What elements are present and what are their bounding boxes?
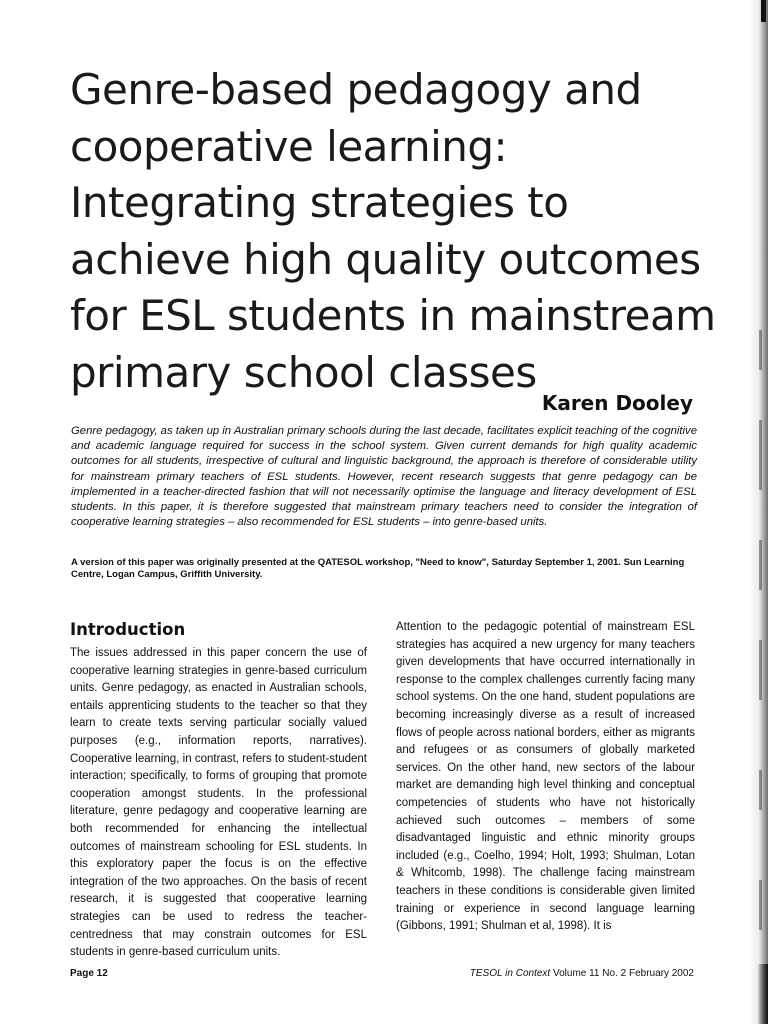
scan-edge-shadow — [748, 0, 768, 1024]
scan-speck — [759, 880, 762, 930]
scan-speck — [759, 420, 762, 490]
journal-footer — [470, 968, 694, 979]
title-line: cooperative learning: — [70, 121, 508, 171]
author-name: Karen Dooley — [541, 391, 693, 415]
journal-name: TESOL in Context — [469, 968, 551, 979]
scan-speck — [759, 330, 762, 370]
scan-speck — [759, 770, 762, 810]
presentation-note: A version of this paper was originally presented at the QATESOL workshop, "Need to know", Saturday September 1, 2001. Sun Learning Centre, Logan Campus, Griffith University. — [71, 557, 685, 580]
title-line: achieve high quality outcomes — [70, 234, 701, 284]
body-column-left: The issues addressed in this paper concern the use of cooperative learning strategies in genre-based curriculum units. Genre pedagogy, as enacted in Australian schools, entails apprenticing students to the teacher so that they learn to create texts serving particular socially valued purposes (e.g., information reports, narratives). Cooperative learning, in contrast, refers to student-student interaction; specifically, to forms of grouping that promote cooperation amongst students. In the professional literature, genre pedagogy and cooperative learning are both recommended for enhancing the intellectual outcomes of mainstream schooling for ESL students. In this exploratory paper the focus is on the effective integration of the two approaches. On the basis of recent research, it is suggested that cooperative learning strategies can be used to redress the teacher-centredness that may constrain outcomes for ESL students in genre-based curriculum units. — [70, 647, 367, 959]
journal-issue: Volume 11 No. 2 February 2002 — [552, 968, 694, 979]
article-title — [70, 62, 716, 401]
scan-speck — [759, 640, 762, 700]
page-number: Page 12 — [70, 968, 108, 979]
abstract: Genre pedagogy, as taken up in Australian primary schools during the last decade, facilitates explicit teaching of the cognitive and academic language required for success in the school system. Given current demands for high quality academic outcomes for all students, irrespective of cultural and linguistic background, the approach is therefore of considerable utility for mainstream primary teachers of ESL students. However, recent research suggests that genre pedagogy can be implemented in a teacher-directed fashion that will not necessarily optimise the language and literacy development of ESL students. In this paper, it is therefore suggested that mainstream primary teachers need to consider the integration of cooperative learning strategies – also recommended for ESL students – into genre-based units. — [71, 425, 697, 529]
scan-speck — [759, 540, 762, 590]
body-column-right: Attention to the pedagogic potential of mainstream ESL strategies has acquired a new urgency for many teachers given developments that have occurred internationally in response to the complex challenges currently facing many school systems. On the one hand, student populations are becoming increasingly diverse as a result of increased flows of people across national borders, either as migrants and refugees or as consumers of globally marketed services. On the other hand, new sectors of the labour market are demanding high level thinking and conceptual competencies of students who have not historically achieved such outcomes – members of some disadvantaged linguistic and ethnic minority groups included (e.g., Coelho, 1994; Holt, 1993; Shulman, Lotan & Whitcomb, 1998). The challenge facing mainstream teachers in these conditions is considerable given limited training or experience in second language learning (Gibbons, 1991; Shulman et al, 1998). It is — [396, 621, 695, 933]
title-line: Genre-based pedagogy and — [70, 65, 642, 114]
title-line: Integrating strategies to — [70, 178, 569, 227]
section-heading: Introduction — [70, 620, 186, 639]
title-line: primary school classes — [70, 347, 537, 397]
title-line: for ESL students in mainstream — [70, 291, 716, 340]
